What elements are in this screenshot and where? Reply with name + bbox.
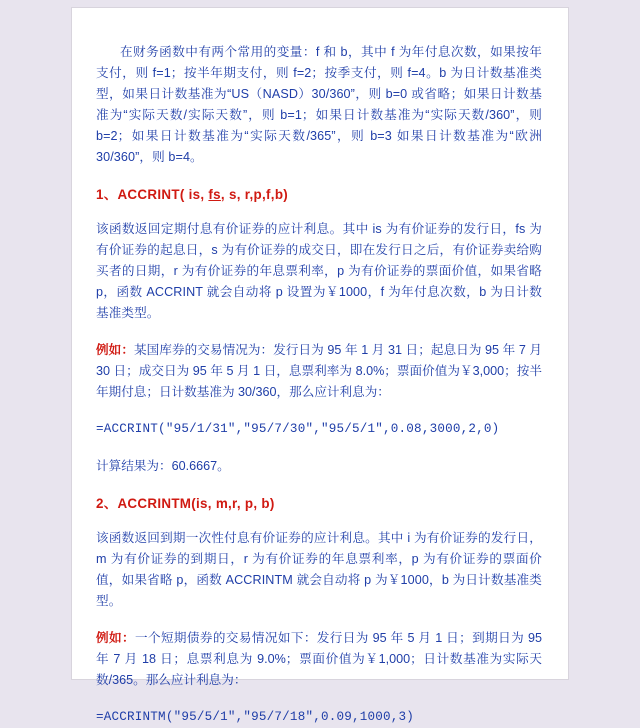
document-page (72, 8, 568, 724)
signature-open: ( is, (179, 187, 209, 202)
signature-underlined-arg: fs (208, 187, 221, 202)
section-heading-accrintm (96, 493, 542, 514)
section-heading-accrint (96, 184, 542, 205)
example-label: 例如： (96, 631, 135, 645)
formula-accrint: =ACCRINT("95/1/31","95/7/30","95/5/1",0.08,3000,2,0) (96, 422, 500, 436)
page-content (72, 8, 568, 728)
section-example-accrintm (96, 628, 542, 691)
intro-paragraph: 在财务函数中有两个常用的变量：f 和 b，其中 f 为年付息次数，如果按年支付，则 f=1；按半年期支付，则 f=2；按季支付，则 f=4。b 为日计数基准类型，如果日计数基准为“US（NASD）30/360”，则 b=0 或省略；如果日计数基准为“实际天数/实际天数”，则 b=1；如果日计数基准为“实际天数/360”，则 b=2；如果日计数基准为“实际天数/365”，则 b=3 如果日计数基准为“欧洲 30/360”，则 b=4。 (96, 45, 542, 164)
function-name: ACCRINTM (117, 496, 192, 511)
result-accrint: 计算结果为：60.6667。 (96, 459, 230, 473)
formula-accrintm: =ACCRINTM("95/5/1","95/7/18",0.09,1000,3) (96, 710, 415, 724)
example-text: 某国库券的交易情况为：发行日为 95 年 1 月 31 日；起息日为 95 年 7 月 30 日；成交日为 95 年 5 月 1 日，息票利率为 8.0%；票面价值为￥3,000；按半年期付息；日计数基准为 30/360，那么应计利息为： (96, 343, 543, 399)
example-label: 例如： (96, 343, 134, 357)
example-text: 一个短期债券的交易情况如下：发行日为 95 年 5 月 1 日；到期日为 95 年 7 月 18 日；息票利息为 9.0%；票面价值为￥1,000；日计数基准为实际天数/365。那么应计利息为： (96, 631, 542, 687)
section-description-accrintm: 该函数返回到期一次性付息有价证券的应计利息。其中 i 为有价证券的发行日，m 为有价证券的到期日，r 为有价证券的年息票利率，p 为有价证券的票面价值，如果省略 p，函数 ACCRINTM 就会自动将 p 为￥1000，b 为日计数基准类型。 (96, 531, 542, 608)
signature-open: (is, m,r, p, b) (191, 496, 275, 511)
section-number: 2、 (96, 496, 118, 511)
signature-rest: , s, r,p,f,b) (220, 187, 289, 202)
section-description-accrint: 该函数返回定期付息有价证券的应计利息。其中 is 为有价证券的发行日，fs 为有价证券的起息日，s 为有价证券的成交日，即在发行日之后，有价证券卖给购买者的日期，r 为有价证券的年息票利率，p 为有价证券的票面价值，如果省略 p，函数 ACCRINT 就会自动将 p 设置为￥1000，f 为年付息次数，b 为日计数基准类型。 (96, 222, 542, 320)
function-name: ACCRINT (117, 187, 180, 202)
section-example-accrint (96, 340, 542, 403)
section-number: 1、 (96, 187, 118, 202)
